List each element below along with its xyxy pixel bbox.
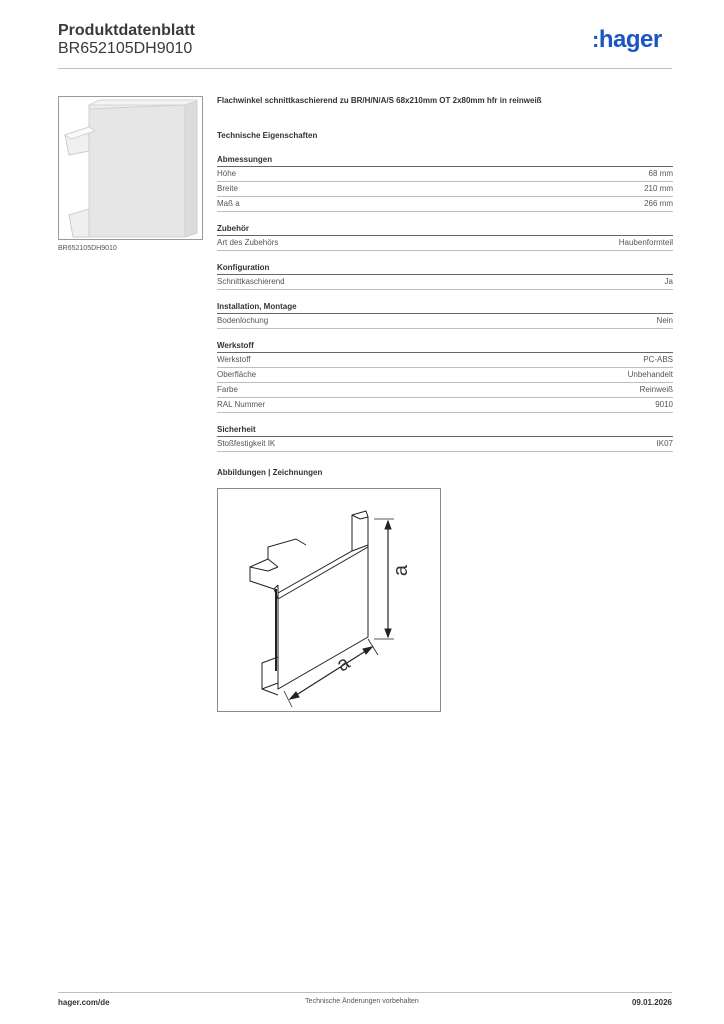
- dimension-label-vertical: a: [390, 564, 413, 577]
- section-dimensions: [217, 154, 673, 212]
- spec-row: [217, 353, 673, 368]
- spec-label: Schnittkaschierend: [217, 277, 285, 286]
- spec-value: Haubenformteil: [618, 238, 673, 247]
- spec-label: Farbe: [217, 385, 238, 394]
- spec-label: Breite: [217, 184, 238, 193]
- section-accessories: [217, 223, 673, 251]
- technical-drawing-lines: [218, 489, 440, 711]
- footer-date: 09.01.2026: [631, 998, 672, 1007]
- spec-row: [217, 368, 673, 383]
- section-safety: [217, 424, 673, 452]
- spec-value: 9010: [655, 400, 673, 409]
- spec-row: [217, 275, 673, 290]
- product-image: [58, 96, 203, 240]
- spec-label: Bodenlochung: [217, 316, 269, 325]
- spec-row: [217, 437, 673, 452]
- spec-label: Art des Zubehörs: [217, 238, 279, 247]
- spec-value: 266 mm: [644, 199, 673, 208]
- spec-label: Stoßfestigkeit IK: [217, 439, 276, 448]
- spec-row: [217, 197, 673, 212]
- page-title: Produktdatenblatt: [58, 22, 195, 39]
- footer-notice: Technische Änderungen vorbehalten: [305, 998, 419, 1005]
- section-title: Sicherheit: [217, 424, 673, 437]
- spec-value: IK07: [656, 439, 673, 448]
- dimension-label-horizontal: a: [332, 651, 354, 677]
- spec-value: 68 mm: [648, 169, 673, 178]
- spec-row: [217, 398, 673, 413]
- section-title: Zubehör: [217, 223, 673, 236]
- section-title: Abmessungen: [217, 154, 673, 167]
- hager-logo: :hager: [592, 26, 662, 53]
- section-title: Werkstoff: [217, 340, 673, 353]
- spec-row: [217, 182, 673, 197]
- footer-website-link[interactable]: hager.com/de: [58, 998, 110, 1007]
- product-description: Flachwinkel schnittkaschierend zu BR/H/N/A/S 68x210mm OT 2x80mm hfr in reinweiß: [217, 96, 542, 105]
- section-configuration: [217, 262, 673, 290]
- spec-value: PC-ABS: [643, 355, 673, 364]
- logo-text: hager: [598, 26, 662, 53]
- drawings-heading: Abbildungen | Zeichnungen: [217, 468, 323, 477]
- spec-label: Werkstoff: [217, 355, 251, 364]
- spec-value: Unbehandelt: [627, 370, 673, 379]
- spec-row: [217, 236, 673, 251]
- technical-properties-heading: Technische Eigenschaften: [217, 131, 318, 140]
- section-installation: [217, 301, 673, 329]
- product-number: BR652105DH9010: [58, 40, 193, 57]
- spec-label: Maß a: [217, 199, 240, 208]
- spec-row: [217, 167, 673, 182]
- section-title: Installation, Montage: [217, 301, 673, 314]
- spec-value: Ja: [664, 277, 673, 286]
- product-details: [217, 96, 673, 452]
- spec-value: Reinweiß: [639, 385, 673, 394]
- spec-row: [217, 314, 673, 329]
- spec-value: 210 mm: [644, 184, 673, 193]
- product-image-caption: BR652105DH9010: [58, 245, 117, 252]
- spec-label: Höhe: [217, 169, 237, 178]
- spec-value: Nein: [656, 316, 673, 325]
- spec-label: Oberfläche: [217, 370, 257, 379]
- section-material: [217, 340, 673, 413]
- product-image-drawing: [59, 97, 202, 239]
- footer-divider: [58, 992, 672, 993]
- spec-row: [217, 383, 673, 398]
- header-divider: [58, 68, 672, 69]
- technical-drawing: [217, 488, 441, 712]
- spec-label: RAL Nummer: [217, 400, 266, 409]
- section-title: Konfiguration: [217, 262, 673, 275]
